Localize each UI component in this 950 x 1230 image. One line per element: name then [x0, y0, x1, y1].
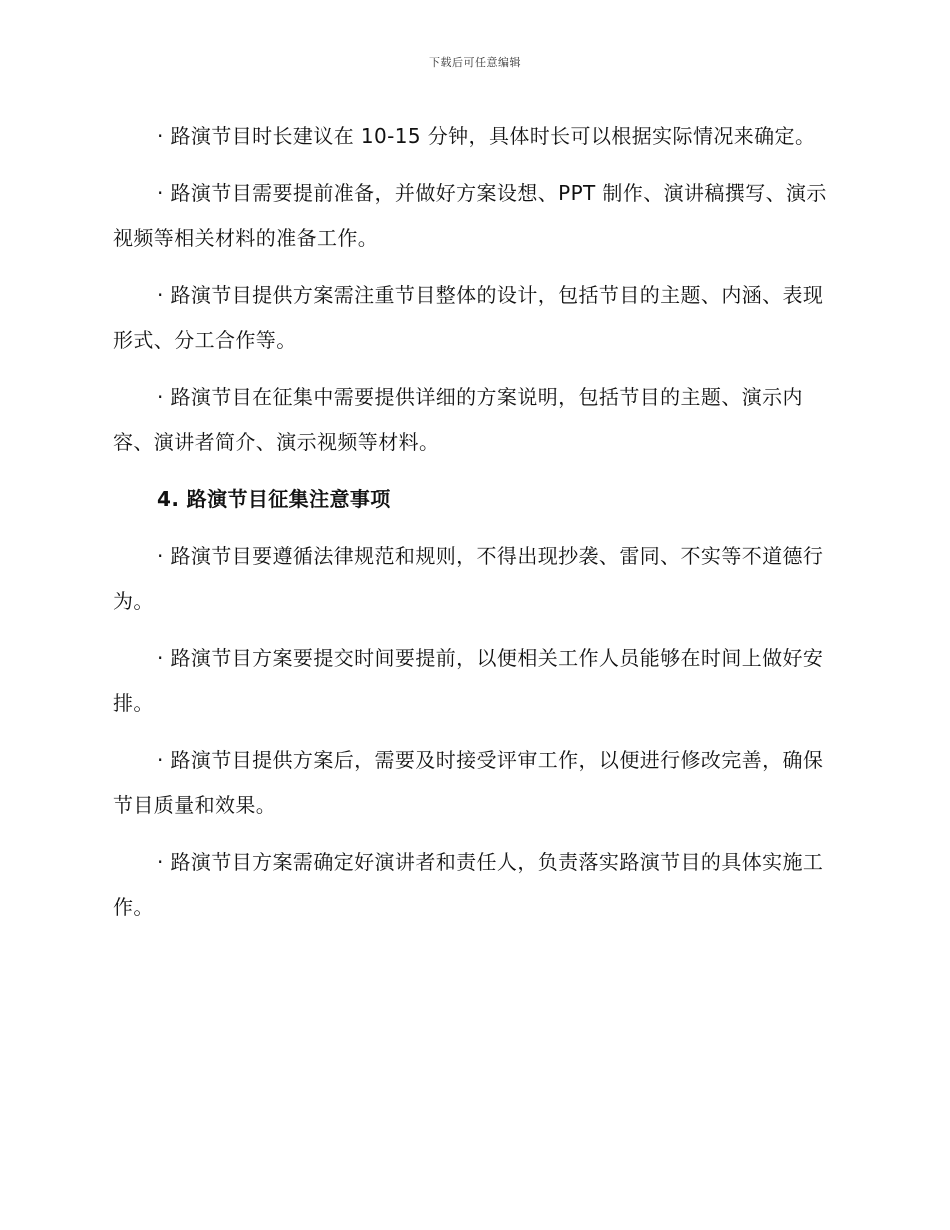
- list-item: · 路演节目需要提前准备，并做好方案设想、PPT 制作、演讲稿撰写、演示视频等相关材料的准备工作。: [113, 181, 827, 250]
- section-heading: 4. 路演节目征集注意事项: [157, 487, 391, 511]
- header-note: 下载后可任意编辑: [429, 56, 521, 69]
- list-item: · 路演节目提供方案需注重节目整体的设计，包括节目的主题、内涵、表现形式、分工合作等。: [113, 283, 824, 352]
- list-item: · 路演节目提供方案后，需要及时接受评审工作，以便进行修改完善，确保节目质量和效果。: [113, 748, 824, 817]
- document-body: [113, 114, 841, 942]
- list-item: · 路演节目时长建议在 10-15 分钟，具体时长可以根据实际情况来确定。: [157, 124, 816, 148]
- list-item: · 路演节目在征集中需要提供详细的方案说明，包括节目的主题、演示内容、演讲者简介、演示视频等材料。: [113, 385, 803, 454]
- list-item: · 路演节目方案要提交时间要提前，以便相关工作人员能够在时间上做好安排。: [113, 646, 824, 715]
- list-item: · 路演节目方案需确定好演讲者和责任人，负责落实路演节目的具体实施工作。: [113, 850, 824, 919]
- list-item: · 路演节目要遵循法律规范和规则，不得出现抄袭、雷同、不实等不道德行为。: [113, 544, 824, 613]
